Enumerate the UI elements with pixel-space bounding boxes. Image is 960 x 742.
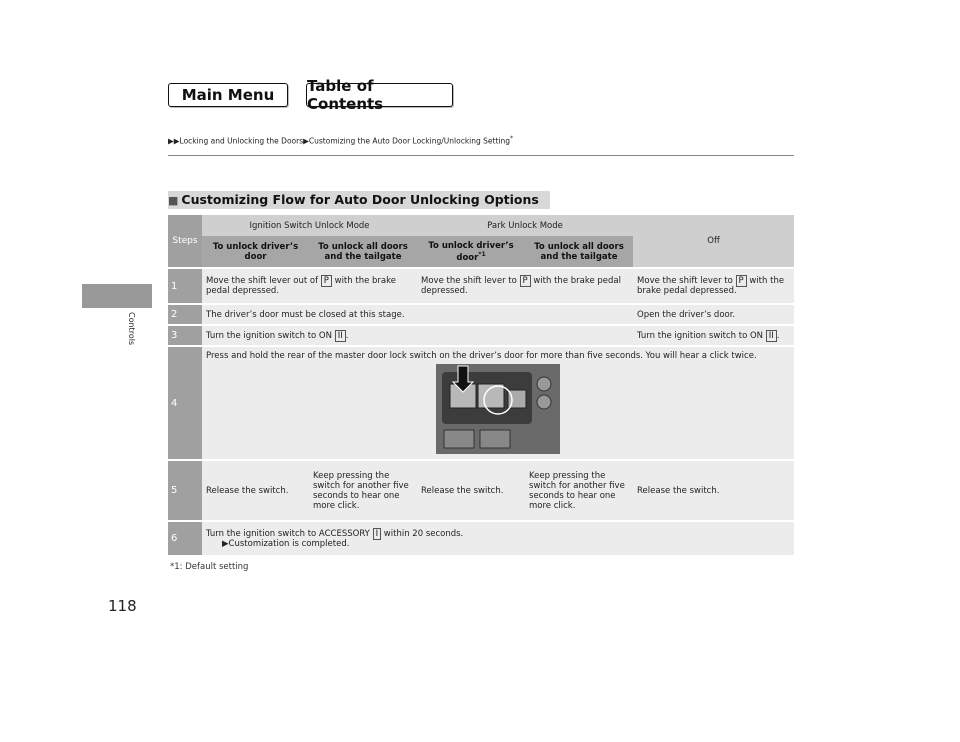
- step1-park-cell: [417, 269, 633, 303]
- breadcrumb-star: *: [510, 135, 513, 142]
- step5-park-driver-cell: Release the switch.: [417, 461, 525, 520]
- footnote: *1: Default setting: [170, 562, 249, 572]
- key-ii-icon: II: [766, 330, 777, 342]
- park-driver-door-label: To unlock driver’s door: [428, 240, 514, 263]
- step-number: 2: [168, 305, 202, 324]
- park-driver-door-header: [417, 236, 525, 267]
- text: .: [345, 330, 349, 341]
- result-arrow-icon: ▶: [222, 538, 229, 549]
- breadcrumb-arrow-icon: ▶▶: [168, 136, 180, 146]
- step1-ignition-cell: [202, 269, 417, 303]
- key-p-icon: P: [520, 275, 531, 287]
- text: .: [776, 330, 780, 341]
- step5-ign-driver-cell: Release the switch.: [202, 461, 309, 520]
- text: with the brake pedal depressed.: [206, 276, 396, 296]
- park-mode-header: Park Unlock Mode: [417, 215, 633, 236]
- step-number: 3: [168, 326, 202, 345]
- step6-line1: [206, 529, 790, 539]
- step-number: 5: [168, 461, 202, 520]
- main-menu-button[interactable]: Main Menu: [168, 83, 288, 107]
- step-number: 4: [168, 347, 202, 459]
- key-p-icon: P: [736, 275, 747, 287]
- text: Turn the ignition switch to ON: [637, 330, 766, 341]
- breadcrumb: [168, 135, 513, 146]
- step2-cell: The driver’s door must be closed at this stage.: [202, 305, 633, 324]
- step2-off-cell: Open the driver’s door.: [633, 305, 794, 324]
- step-number: 6: [168, 522, 202, 555]
- default-setting-sup: *1: [478, 250, 486, 258]
- text: within 20 seconds.: [381, 528, 464, 539]
- step6-cell: [202, 522, 794, 555]
- text: with the brake pedal depressed.: [421, 276, 621, 296]
- ign-driver-door-header: To unlock driver’s door: [202, 236, 309, 267]
- step6-line2: [206, 539, 790, 549]
- section-heading: [168, 191, 550, 209]
- step-number: 1: [168, 269, 202, 303]
- customizing-flow-table: [168, 215, 794, 555]
- section-title: Customizing Flow for Auto Door Unlocking Options: [181, 192, 539, 207]
- table-of-contents-button[interactable]: Table of Contents: [306, 83, 453, 107]
- step4-text: Press and hold the rear of the master door lock switch on the driver’s door for more than five seconds. You will hear a click twice.: [206, 351, 757, 361]
- text: Move the shift lever to: [637, 276, 736, 286]
- off-header: Off: [633, 215, 794, 267]
- key-p-icon: P: [321, 275, 332, 287]
- text: Move the shift lever to: [421, 276, 520, 286]
- door-lock-switch-illustration: [436, 364, 560, 454]
- breadcrumb-item-customizing[interactable]: Customizing the Auto Door Locking/Unlocking Setting: [308, 136, 510, 146]
- key-ii-icon: II: [335, 330, 346, 342]
- key-i-icon: I: [373, 528, 382, 540]
- square-bullet-icon: ■: [168, 194, 179, 207]
- header-rule: [168, 155, 794, 156]
- side-label: Controls: [127, 312, 136, 346]
- steps-header: Steps: [168, 215, 202, 267]
- step5-ign-all-cell: Keep pressing the switch for another five seconds to hear one more click.: [309, 461, 417, 520]
- step4-cell: [202, 347, 794, 459]
- breadcrumb-item-doors[interactable]: Locking and Unlocking the Doors: [179, 136, 304, 146]
- step5-park-all-cell: Keep pressing the switch for another five seconds to hear one more click.: [525, 461, 633, 520]
- text: Turn the ignition switch to ON: [206, 330, 335, 341]
- ignition-mode-header: Ignition Switch Unlock Mode: [202, 215, 417, 236]
- step3-cell: [202, 326, 633, 345]
- step1-off-cell: [633, 269, 794, 303]
- text: Turn the ignition switch to ACCESSORY: [206, 528, 373, 539]
- page-number: 118: [108, 597, 137, 615]
- ign-all-doors-header: To unlock all doors and the tailgate: [309, 236, 417, 267]
- text: Move the shift lever out of: [206, 276, 321, 286]
- step3-off-cell: [633, 326, 794, 345]
- text: Customization is completed.: [228, 538, 350, 549]
- breadcrumb-arrow-icon: ▶: [303, 136, 309, 146]
- park-all-doors-header: To unlock all doors and the tailgate: [525, 236, 633, 267]
- text: with the brake pedal depressed.: [637, 276, 785, 296]
- step5-off-cell: Release the switch.: [633, 461, 794, 520]
- section-tab: [82, 284, 152, 308]
